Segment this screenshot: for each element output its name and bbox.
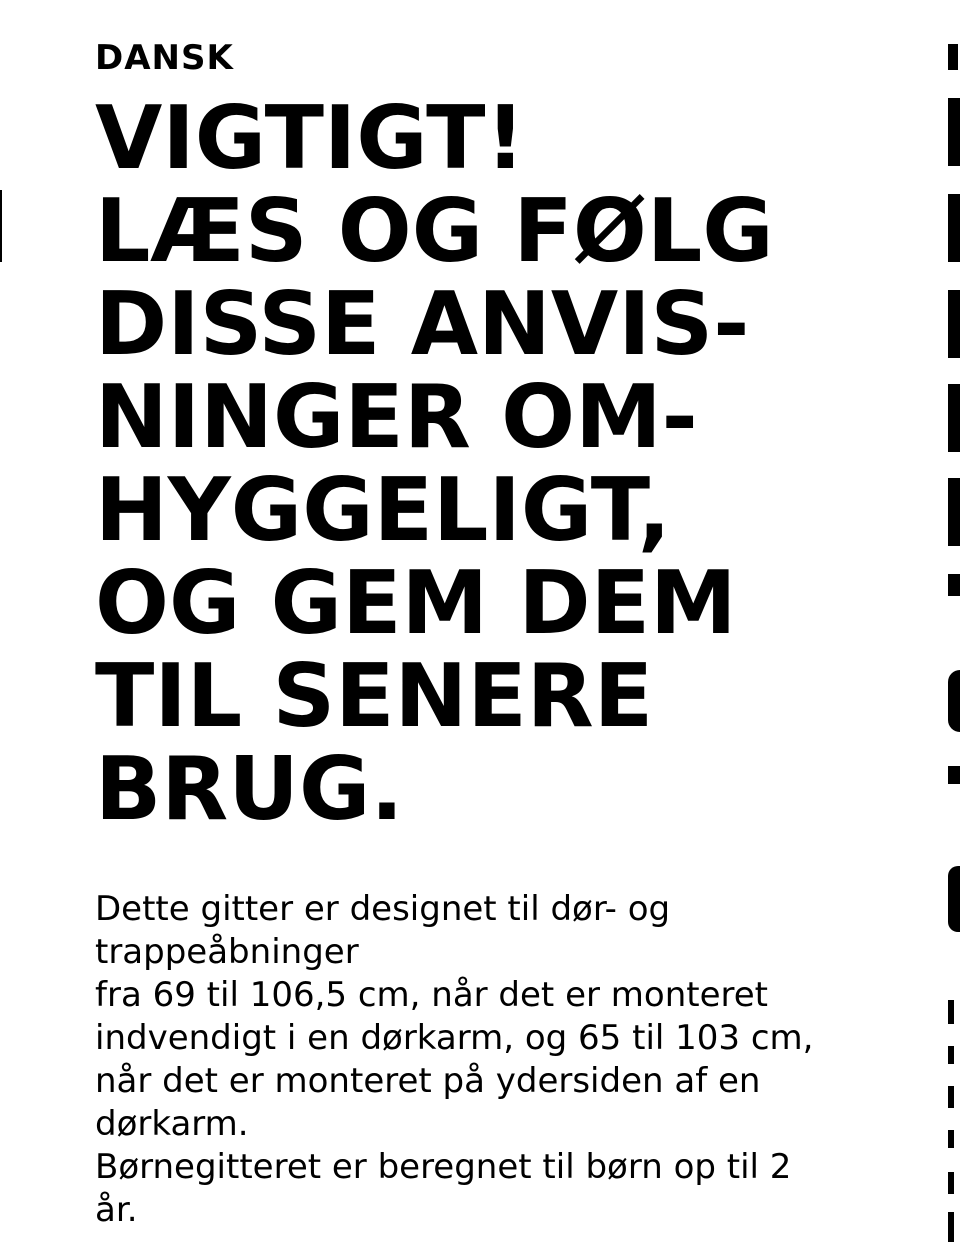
body-line: trappeåbninger xyxy=(95,932,359,972)
edge-glyph-fragment xyxy=(948,1172,954,1194)
body-line: Dette gitter er designet til dør- og xyxy=(95,889,671,929)
body-line: når det er monteret på ydersiden af en xyxy=(95,1061,761,1101)
edge-glyph-fragment xyxy=(948,98,960,166)
edge-glyph-fragment xyxy=(948,574,960,596)
edge-glyph-fragment xyxy=(948,1212,954,1242)
language-label: DANSK xyxy=(95,38,234,78)
warning-headline xyxy=(95,87,895,840)
edge-glyph-fragment xyxy=(948,478,960,546)
body-line: Børnegitteret er beregnet til børn op til 2 xyxy=(95,1147,792,1187)
headline-line: TIL SENERE xyxy=(95,645,654,747)
adjacent-column-fragment-left xyxy=(0,190,2,262)
body-line: indvendigt i en dørkarm, og 65 til 103 cm, xyxy=(95,1018,814,1058)
edge-glyph-fragment xyxy=(948,290,960,358)
headline-line: DISSE ANVIS- xyxy=(95,273,750,375)
edge-glyph-fragment xyxy=(948,766,960,784)
edge-glyph-fragment xyxy=(948,1086,954,1108)
edge-glyph-fragment xyxy=(948,44,958,70)
body-line: år. xyxy=(95,1190,138,1230)
headline-line: BRUG. xyxy=(95,738,404,840)
danish-column xyxy=(95,38,895,1232)
edge-glyph-fragment xyxy=(948,1130,954,1148)
edge-glyph-fragment xyxy=(948,1000,954,1024)
edge-glyph-fragment xyxy=(948,194,960,262)
body-line: fra 69 til 106,5 cm, når det er monteret xyxy=(95,975,768,1015)
edge-glyph-fragment xyxy=(948,866,960,932)
headline-line: HYGGELIGT, xyxy=(95,459,671,561)
headline-line: OG GEM DEM xyxy=(95,552,737,654)
body-line: dørkarm. xyxy=(95,1104,249,1144)
adjacent-column-fragment-right xyxy=(948,0,960,1256)
headline-line: VIGTIGT! xyxy=(95,87,526,189)
headline-line: NINGER OM- xyxy=(95,366,698,468)
body-paragraph xyxy=(95,888,895,1232)
edge-glyph-fragment xyxy=(948,1046,954,1064)
headline-line: LÆS OG FØLG xyxy=(95,180,774,282)
edge-glyph-fragment xyxy=(948,670,960,732)
edge-glyph-fragment xyxy=(948,384,960,452)
